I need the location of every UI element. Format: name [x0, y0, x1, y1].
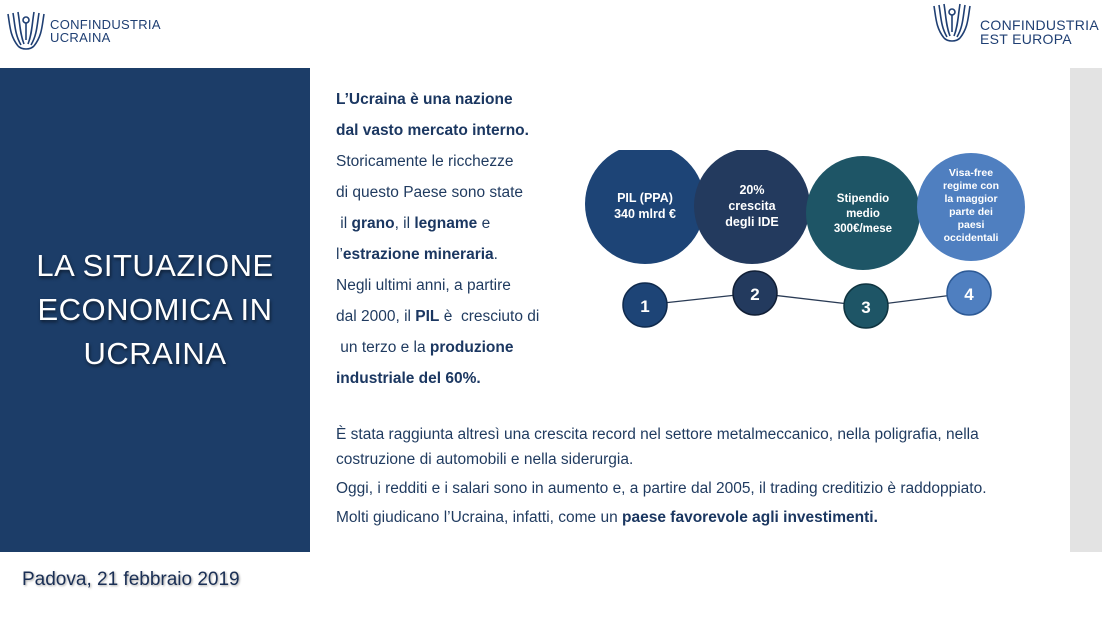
- lead-line-4: di questo Paese sono state: [336, 184, 523, 201]
- lead-grano: grano: [351, 215, 395, 232]
- logo-left-line2: UCRAINA: [50, 30, 111, 45]
- number-circle-4: [947, 271, 991, 315]
- lead-line-3: Storicamente le ricchezze: [336, 153, 514, 170]
- bubble-2: [694, 150, 810, 264]
- bubble-4-line-6: occidentali: [943, 232, 999, 244]
- logo-right-line1: CONFINDUSTRIA: [980, 17, 1100, 33]
- bubble-3-line-1: Stipendio: [836, 193, 890, 205]
- bubble-1-line-2: 340 mlrd €: [614, 207, 676, 221]
- lead-line-6c: .: [493, 246, 498, 263]
- logo-right-line2: EST EUROPA: [980, 31, 1072, 47]
- slide-date: Padova, 21 febbraio 2019: [22, 569, 240, 590]
- title-panel: [0, 68, 310, 552]
- lead-line-5a: il: [336, 215, 352, 232]
- slide-title: LA SITUAZIONE ECONOMICA IN UCRAINA: [36, 248, 274, 371]
- bubble-4-line-5: paesi: [957, 219, 985, 231]
- body-paragraph-3-text: Molti giudicano l’Ucraina, infatti, come un: [336, 509, 623, 526]
- bubble-3-line-3: 300€/mese: [833, 223, 893, 235]
- bubble-1: [585, 150, 705, 264]
- lead-paragraph: [336, 84, 576, 394]
- number-circle-2: [733, 271, 777, 315]
- bubble-1-line-1: PIL (PPA): [617, 191, 673, 205]
- confindustria-est-europa-logo: [930, 0, 1099, 46]
- bubble-4: [917, 153, 1025, 261]
- lead-line-5c: , il: [394, 215, 415, 232]
- lead-estrazione: estrazione mineraria: [342, 246, 494, 263]
- right-decorative-bar: [1070, 68, 1102, 552]
- bubble-3: [806, 156, 920, 270]
- infographic: [580, 150, 1040, 335]
- bubble-3-line-2: medio: [846, 208, 880, 220]
- lead-legname: legname: [414, 215, 478, 232]
- connector-lines: [645, 293, 969, 306]
- lead-line-2: dal vasto mercato interno.: [336, 122, 529, 139]
- lead-line-1: L’Ucraina è una nazione: [336, 91, 513, 108]
- lead-line-8c: è cresciuto di: [439, 308, 540, 325]
- lead-produzione: produzione: [429, 339, 514, 356]
- confindustria-ucraina-logo: [4, 10, 161, 52]
- confindustria-eagle-icon: [4, 10, 48, 52]
- logo-left-line1: CONFINDUSTRIA: [50, 17, 161, 32]
- body-paragraph-3: [336, 505, 1036, 530]
- body-paragraphs: [336, 422, 1036, 534]
- lead-pil: PIL: [415, 308, 440, 325]
- lead-line-6a: l’: [336, 246, 343, 263]
- lead-line-10: industriale del 60%.: [336, 370, 481, 387]
- number-4: 4: [964, 285, 974, 304]
- lead-line-5e: e: [477, 215, 491, 232]
- number-circle-3: [844, 284, 888, 328]
- bubble-4-line-2: regime con: [942, 180, 1000, 192]
- lead-line-7: Negli ultimi anni, a partire: [336, 277, 511, 294]
- bubble-4-line-1: Visa-free: [948, 167, 994, 179]
- bubble-2-line-1: 20%: [739, 183, 765, 197]
- lead-line-8a: dal 2000, il: [336, 308, 416, 325]
- number-1: 1: [640, 297, 650, 316]
- bubble-4-line-3: la maggior: [944, 193, 998, 205]
- confindustria-eagle-icon: [930, 2, 974, 44]
- number-circle-1: [623, 283, 667, 327]
- bubble-2-line-2: crescita: [728, 199, 776, 213]
- body-paragraph-2: Oggi, i redditi e i salari sono in aumento e, a partire dal 2005, il trading creditizio è raddoppiato.: [336, 480, 987, 497]
- number-2: 2: [750, 285, 760, 304]
- bubble-4-line-4: parte dei: [949, 206, 993, 218]
- bubble-2-line-3: degli IDE: [725, 215, 779, 229]
- lead-line-9a: un terzo e la: [336, 339, 430, 356]
- body-paragraph-3-emphasis: paese favorevole agli investimenti.: [622, 509, 878, 526]
- number-3: 3: [861, 298, 871, 317]
- body-paragraph-1: È stata raggiunta altresì una crescita record nel settore metalmeccanico, nella poligrafia, nella costruzione di automobili e nella siderurgia.: [336, 426, 979, 468]
